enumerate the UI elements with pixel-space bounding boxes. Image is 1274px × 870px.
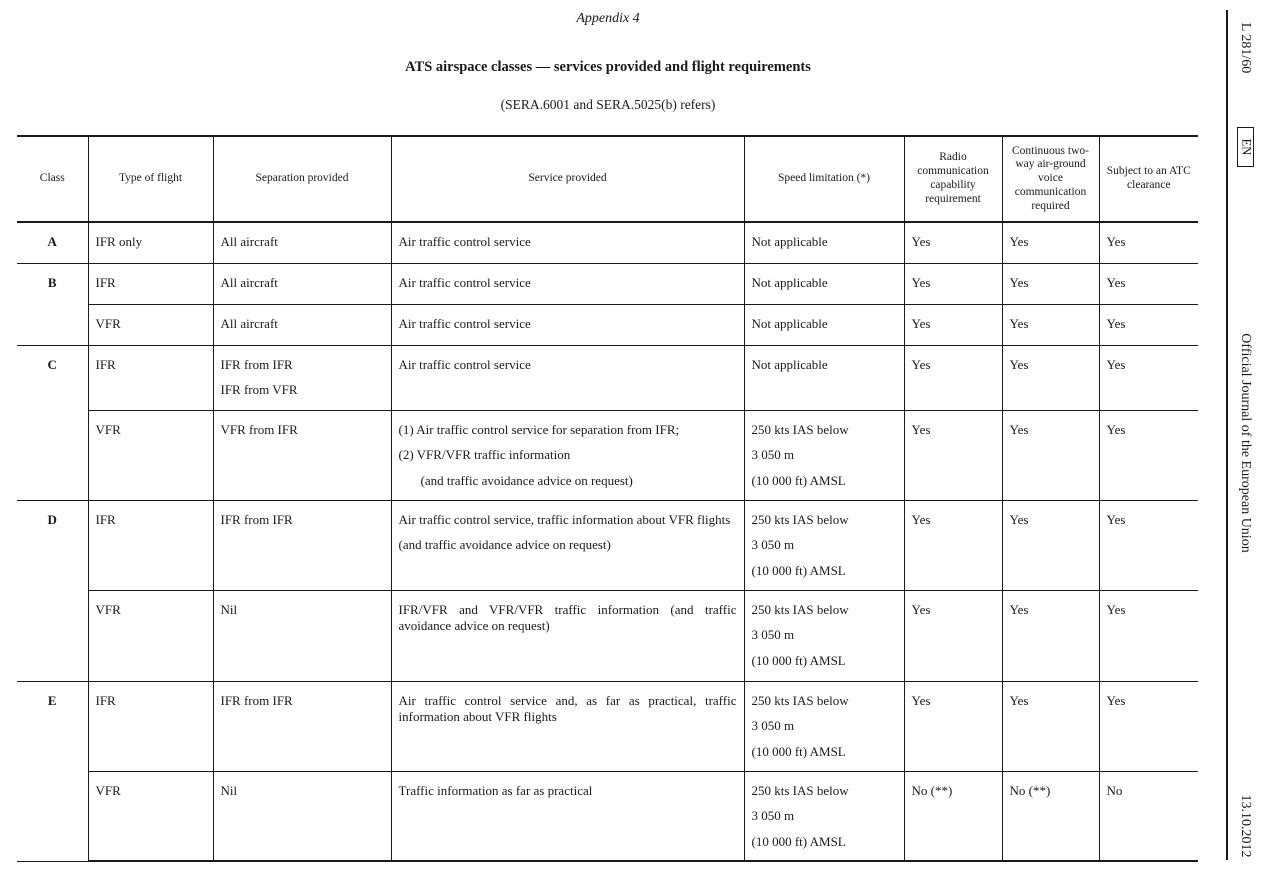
speed-line: 3 050 m [751, 447, 795, 463]
class-cell: C [17, 345, 88, 500]
class-cell: E [17, 681, 88, 861]
speed-line: Not applicable [751, 274, 828, 290]
service-cell [391, 771, 744, 861]
header-separation: Separation provided [213, 136, 391, 222]
service-line: (and traffic avoidance advice on request) [398, 537, 611, 553]
type-cell: VFR [88, 304, 213, 345]
header-service: Service provided [391, 136, 744, 222]
separation-cell [213, 263, 391, 304]
atc-cell: Yes [1099, 345, 1198, 410]
radio-cell: Yes [904, 263, 1002, 304]
table-row [17, 345, 1198, 410]
type-cell: IFR [88, 500, 213, 590]
type-cell: IFR [88, 345, 213, 410]
separation-line: IFR from IFR [220, 356, 293, 372]
speed-cell [744, 771, 904, 861]
publication-date: 13.10.2012 [1238, 794, 1253, 858]
speed-cell [744, 681, 904, 771]
table-row [17, 771, 1198, 861]
header-type-of-flight: Type of flight [88, 136, 213, 222]
service-line: (2) VFR/VFR traffic information [398, 447, 571, 463]
atc-cell: Yes [1099, 304, 1198, 345]
voice-cell: Yes [1002, 304, 1099, 345]
appendix-label: Appendix 4 [576, 11, 640, 26]
header-voice: Continuous two-way air-ground voice communication required [1002, 136, 1099, 222]
radio-cell: No (**) [904, 771, 1002, 861]
atc-cell: Yes [1099, 500, 1198, 590]
type-cell: VFR [88, 771, 213, 861]
radio-cell: Yes [904, 222, 1002, 263]
radio-cell: Yes [904, 590, 1002, 681]
service-cell [391, 345, 744, 410]
class-cell: D [17, 500, 88, 681]
separation-line: All aircraft [220, 315, 278, 331]
service-cell [391, 590, 744, 681]
separation-cell [213, 681, 391, 771]
type-cell: VFR [88, 410, 213, 500]
table-row [17, 500, 1198, 590]
speed-line: 250 kts IAS below [751, 421, 849, 437]
type-cell: IFR [88, 681, 213, 771]
separation-cell [213, 304, 391, 345]
atc-cell: Yes [1099, 263, 1198, 304]
voice-cell: Yes [1002, 500, 1099, 590]
service-cell [391, 304, 744, 345]
atc-cell: Yes [1099, 222, 1198, 263]
voice-cell: Yes [1002, 681, 1099, 771]
class-cell: A [17, 222, 88, 263]
atc-cell: Yes [1099, 681, 1198, 771]
speed-cell [744, 304, 904, 345]
separation-line: IFR from IFR [220, 692, 293, 708]
speed-line: 3 050 m [751, 808, 795, 824]
speed-cell [744, 263, 904, 304]
separation-line: Nil [220, 782, 238, 798]
speed-line: (10 000 ft) AMSL [751, 743, 846, 759]
speed-line: 3 050 m [751, 537, 795, 553]
language-badge [1237, 127, 1254, 167]
language-label: EN [1239, 138, 1253, 156]
speed-cell [744, 345, 904, 410]
service-cell [391, 681, 744, 771]
speed-line: Not applicable [751, 315, 828, 331]
voice-cell: Yes [1002, 222, 1099, 263]
radio-cell: Yes [904, 500, 1002, 590]
page-subtitle: (SERA.6001 and SERA.5025(b) refers) [500, 97, 716, 112]
service-cell [391, 263, 744, 304]
speed-line: 3 050 m [751, 627, 795, 643]
separation-cell [213, 222, 391, 263]
service-line: Air traffic control service [398, 315, 531, 331]
service-cell [391, 500, 744, 590]
speed-line: 250 kts IAS below [751, 601, 849, 617]
table-row [17, 410, 1198, 500]
radio-cell: Yes [904, 410, 1002, 500]
speed-line: Not applicable [751, 234, 828, 249]
class-cell: B [17, 263, 88, 345]
page-title: ATS airspace classes — services provided and flight requirements [405, 59, 811, 75]
table-row [17, 263, 1198, 304]
separation-line: Nil [220, 601, 238, 617]
speed-cell [744, 410, 904, 500]
page-reference: L 281/60 [1238, 22, 1253, 74]
header-radio: Radio communication capability requirement [904, 136, 1002, 222]
service-line: IFR/VFR and VFR/VFR traffic information (and traffic avoidance advice on request) [398, 601, 737, 634]
separation-cell [213, 410, 391, 500]
voice-cell: No (**) [1002, 771, 1099, 861]
speed-line: 250 kts IAS below [751, 511, 849, 527]
table-row [17, 222, 1198, 263]
service-line: Air traffic control service [398, 274, 531, 290]
header-speed: Speed limitation (*) [744, 136, 904, 222]
voice-cell: Yes [1002, 410, 1099, 500]
separation-cell [213, 590, 391, 681]
speed-cell [744, 222, 904, 263]
speed-cell [744, 590, 904, 681]
separation-line: IFR from VFR [220, 382, 298, 398]
speed-line: 250 kts IAS below [751, 782, 849, 798]
atc-cell: No [1099, 771, 1198, 861]
speed-line: (10 000 ft) AMSL [751, 472, 846, 488]
speed-line: 250 kts IAS below [751, 692, 849, 708]
speed-line: (10 000 ft) AMSL [751, 833, 846, 849]
table-row [17, 304, 1198, 345]
atc-cell: Yes [1099, 590, 1198, 681]
service-line: Air traffic control service and, as far as practical, traffic information about VFR flights [398, 692, 737, 725]
atc-cell: Yes [1099, 410, 1198, 500]
service-cell [391, 222, 744, 263]
separation-line: VFR from IFR [220, 421, 298, 437]
separation-line: All aircraft [220, 234, 278, 249]
header-class: Class [17, 136, 88, 222]
separation-cell [213, 345, 391, 410]
separation-cell [213, 771, 391, 861]
header-atc-clearance: Subject to an ATC clearance [1099, 136, 1198, 222]
margin-divider [1226, 10, 1228, 860]
service-line: Air traffic control service [398, 234, 531, 249]
radio-cell: Yes [904, 681, 1002, 771]
radio-cell: Yes [904, 345, 1002, 410]
speed-cell [744, 500, 904, 590]
service-line: Air traffic control service, traffic information about VFR flights [398, 511, 731, 527]
table-row [17, 681, 1198, 771]
service-cell [391, 410, 744, 500]
type-cell: VFR [88, 590, 213, 681]
radio-cell: Yes [904, 304, 1002, 345]
table-row [17, 590, 1198, 681]
service-line: Air traffic control service [398, 356, 531, 372]
airspace-classes-table [17, 135, 1198, 862]
type-cell: IFR [88, 263, 213, 304]
separation-cell [213, 500, 391, 590]
voice-cell: Yes [1002, 590, 1099, 681]
table-header-row [17, 136, 1198, 222]
speed-line: 3 050 m [751, 718, 795, 734]
type-cell: IFR only [88, 222, 213, 263]
service-line: (and traffic avoidance advice on request) [420, 472, 633, 488]
separation-line: All aircraft [220, 274, 278, 290]
speed-line: Not applicable [751, 356, 828, 372]
speed-line: (10 000 ft) AMSL [751, 652, 846, 668]
voice-cell: Yes [1002, 345, 1099, 410]
journal-name: Official Journal of the European Union [1238, 333, 1253, 553]
voice-cell: Yes [1002, 263, 1099, 304]
service-line: (1) Air traffic control service for separation from IFR; [398, 421, 680, 437]
speed-line: (10 000 ft) AMSL [751, 562, 846, 578]
service-line: Traffic information as far as practical [398, 782, 593, 798]
separation-line: IFR from IFR [220, 511, 293, 527]
